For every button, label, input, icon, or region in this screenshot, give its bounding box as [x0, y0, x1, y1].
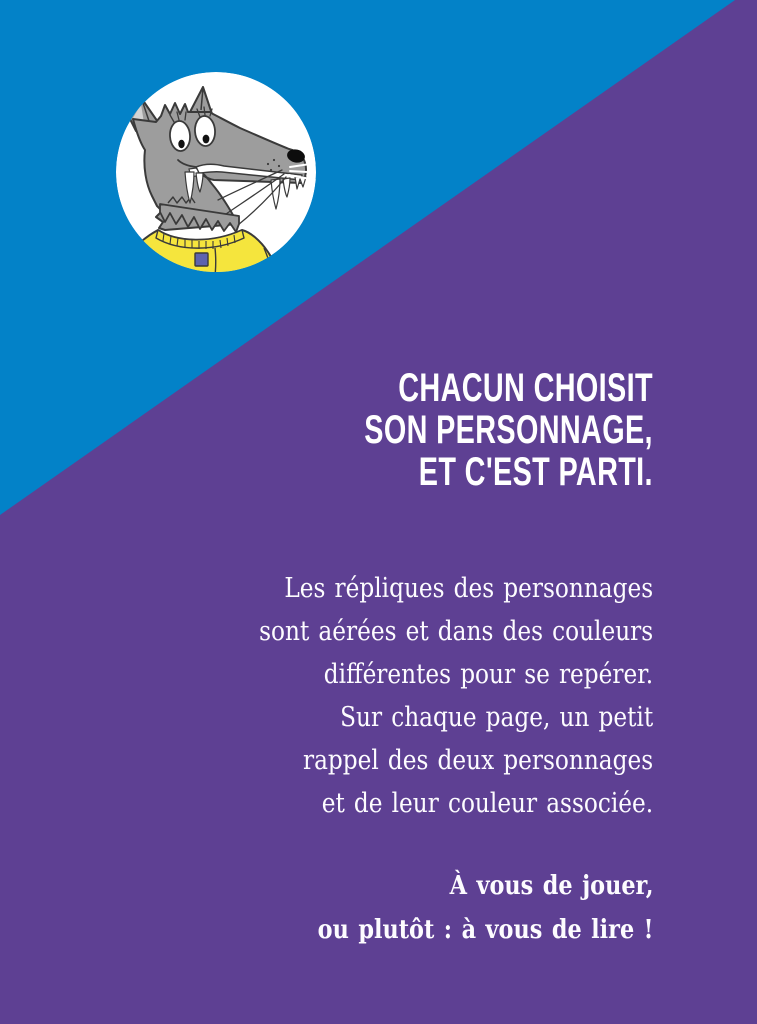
cta-line: ou plutôt : à vous de lire !: [317, 915, 653, 945]
cta-line: À vous de jouer,: [449, 871, 653, 901]
call-to-action: [317, 864, 653, 952]
paragraph-line: différentes pour se repérer.: [323, 659, 653, 690]
paragraph-line: rappel des deux personnages: [302, 745, 653, 776]
paragraph-line: Sur chaque page, un petit: [339, 702, 653, 733]
paragraph-line: sont aérées et dans des couleurs: [258, 616, 653, 647]
paragraph-line: Les répliques des personnages: [284, 573, 653, 604]
title-line: SON PERSONNAGE,: [364, 408, 653, 452]
title-line: CHACUN CHOISIT: [398, 366, 653, 410]
wolf-illustration: [116, 72, 316, 272]
wolf-avatar: [116, 72, 316, 272]
intro-paragraph: [259, 567, 653, 825]
page-title: [364, 367, 653, 493]
sweater-button: [195, 253, 208, 266]
paragraph-line: et de leur couleur associée.: [321, 788, 653, 819]
chest-seam: [215, 248, 216, 272]
title-line: ET C'EST PARTI.: [418, 450, 653, 494]
